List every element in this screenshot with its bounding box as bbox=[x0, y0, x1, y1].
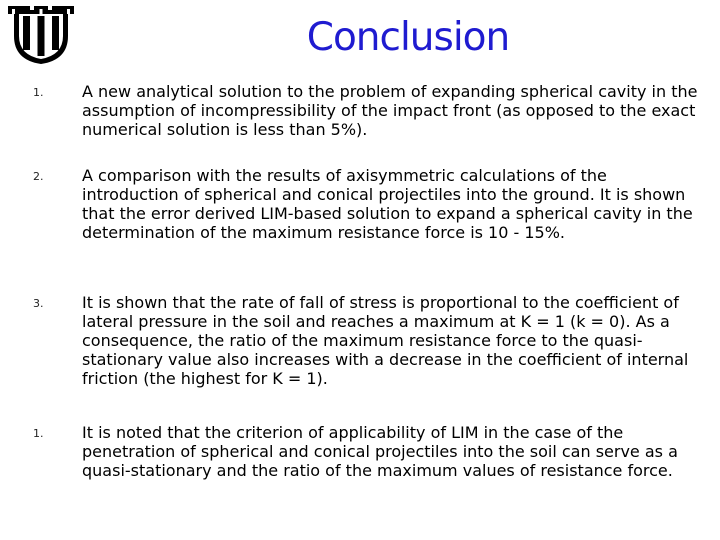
list-item-number: 3. bbox=[33, 297, 44, 310]
list-item-text: It is shown that the rate of fall of stress is proportional to the coefficient of lateral pressure in the soil and reaches a maximum at K = 1 (k = 0). As a consequence, the ratio of the maximum resistance force to the quasi-stationary value also increases with a decrease in the coefficient of internal friction (the highest for K = 1). bbox=[82, 293, 689, 388]
list-item-number: 2. bbox=[33, 170, 44, 183]
list-item-number: 1. bbox=[33, 427, 44, 440]
list-item-number: 1. bbox=[33, 86, 44, 99]
list-item-text: It is noted that the criterion of applicability of LIM in the case of the penetration of spherical and conical projectiles into the soil can serve as a quasi-stationary and the ratio of the maximum values of resistance force. bbox=[82, 423, 678, 480]
slide-title: Conclusion bbox=[306, 15, 510, 60]
list-item-text: A new analytical solution to the problem of expanding spherical cavity in the assumption of incompressibility of the impact front (as opposed to the exact numerical solution is less than 5%). bbox=[82, 82, 698, 139]
list-item-text: A comparison with the results of axisymmetric calculations of the introduction of spherical and conical projectiles into the ground. It is shown that the error derived LIM-based solution to expand a spherical cavity in the determination of the maximum resistance force is 10 - 15%. bbox=[82, 166, 693, 242]
